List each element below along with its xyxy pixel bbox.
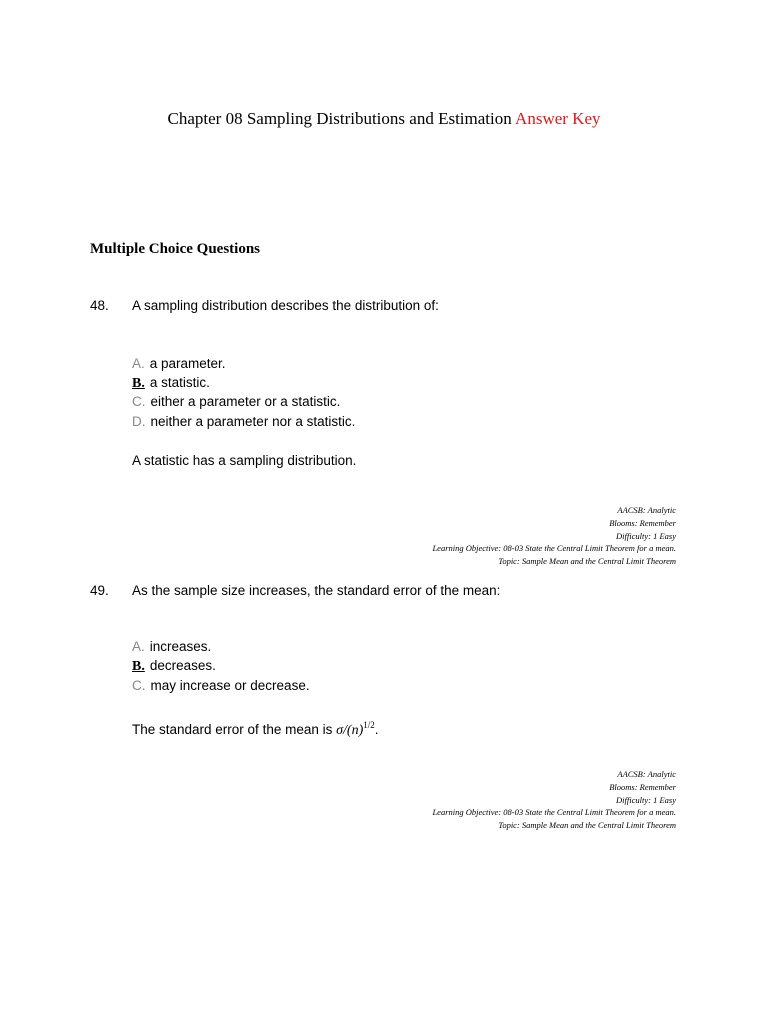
choice-letter: B. [132, 376, 145, 391]
section-heading: Multiple Choice Questions [90, 241, 261, 257]
choice-text: either a parameter or a statistic. [150, 394, 341, 409]
meta-difficulty: Difficulty: 1 Easy [616, 530, 676, 541]
meta-topic: Topic: Sample Mean and the Central Limit Theorem [498, 556, 676, 567]
choice-c [132, 393, 340, 411]
explanation: A statistic has a sampling distribution. [132, 453, 357, 468]
choice-letter: A. [132, 356, 145, 371]
choice-text: may increase or decrease. [150, 678, 310, 693]
meta-learning-objective: Learning Objective: 08-03 State the Central Limit Theorem for a mean. [432, 543, 676, 554]
meta-difficulty: Difficulty: 1 Easy [616, 794, 676, 805]
meta-aacsb: AACSB: Analytic [617, 505, 676, 515]
explanation-exponent: 1/2 [363, 720, 375, 730]
choice-d [132, 413, 355, 431]
question-number: 48. [90, 298, 109, 313]
question-metadata [432, 768, 676, 832]
choice-b-correct [132, 657, 216, 676]
explanation [132, 716, 379, 740]
question-metadata [432, 504, 676, 568]
explanation-suffix: . [374, 722, 379, 737]
meta-aacsb: AACSB: Analytic [617, 769, 676, 779]
choice-letter: C. [132, 678, 146, 693]
question-number: 49. [90, 583, 109, 598]
meta-topic: Topic: Sample Mean and the Central Limit Theorem [498, 820, 676, 831]
choice-letter: C. [132, 394, 146, 409]
answer-key-label: Answer Key [515, 109, 601, 128]
choice-text: a statistic. [149, 375, 210, 390]
meta-learning-objective: Learning Objective: 08-03 State the Central Limit Theorem for a mean. [432, 807, 676, 818]
page-title [0, 108, 768, 130]
choice-a [132, 638, 211, 656]
choice-letter: D. [132, 414, 146, 429]
choice-c [132, 677, 310, 695]
choice-a [132, 355, 226, 373]
meta-blooms: Blooms: Remember [609, 517, 676, 528]
title-main: Chapter 08 Sampling Distributions and Estimation [167, 109, 516, 128]
choice-text: decreases. [149, 658, 216, 673]
question-text: As the sample size increases, the standard error of the mean: [132, 583, 501, 598]
explanation-prefix: The standard error of the mean is [132, 722, 337, 737]
choice-letter: B. [132, 659, 145, 674]
choice-b-correct [132, 374, 210, 393]
choice-text: neither a parameter nor a statistic. [150, 414, 356, 429]
choice-text: increases. [149, 639, 212, 654]
choice-letter: A. [132, 639, 145, 654]
choice-text: a parameter. [149, 356, 226, 371]
meta-blooms: Blooms: Remember [609, 781, 676, 792]
question-text: A sampling distribution describes the distribution of: [132, 298, 439, 313]
explanation-formula: σ/(n) [336, 723, 364, 738]
